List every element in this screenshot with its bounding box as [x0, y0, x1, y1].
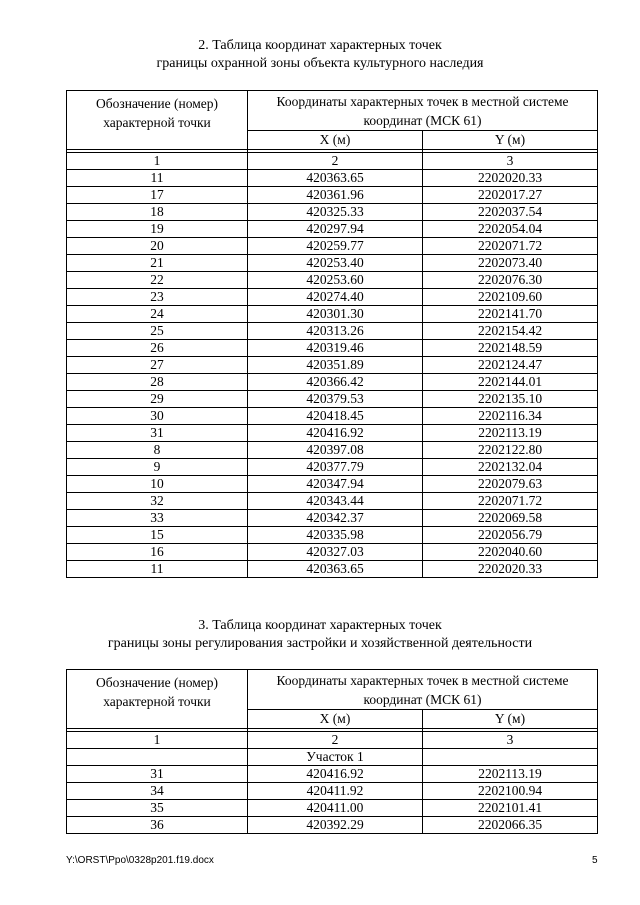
table3-index-2: 2: [248, 732, 423, 749]
table2-point-number: 26: [67, 340, 248, 357]
table2-y-value: 2202071.72: [423, 493, 598, 510]
table2-header-x: X (м): [248, 131, 423, 150]
table2-x-value: 420377.79: [248, 459, 423, 476]
table2-point-number: 24: [67, 306, 248, 323]
table2-y-value: 2202113.19: [423, 425, 598, 442]
table3-section-label: Участок 1: [248, 749, 423, 766]
table2-row: [67, 442, 598, 459]
table3-title-line1: 3. Таблица координат характерных точек: [198, 618, 442, 633]
table2-header-point: Обозначение (номер) характерной точки: [67, 91, 248, 150]
table3-section-empty: [67, 749, 248, 766]
table2-point-number: 9: [67, 459, 248, 476]
table3-coordinates: [66, 669, 598, 834]
table2-point-number: 8: [67, 442, 248, 459]
table2-point-number: 29: [67, 391, 248, 408]
table2-row: [67, 408, 598, 425]
table2-y-value: 2202020.33: [423, 170, 598, 187]
table2-coordinates: [66, 90, 598, 578]
table2-row: [67, 289, 598, 306]
table2-row: [67, 221, 598, 238]
table2-row: [67, 170, 598, 187]
table3-header-point: Обозначение (номер) характерной точки: [67, 670, 248, 729]
table2-point-number: 15: [67, 527, 248, 544]
table2-row: [67, 238, 598, 255]
table2-row: [67, 527, 598, 544]
table2-x-value: 420379.53: [248, 391, 423, 408]
table3-x-value: 420411.92: [248, 783, 423, 800]
table3-x-value: 420411.00: [248, 800, 423, 817]
table2-y-value: 2202020.33: [423, 561, 598, 578]
table2-y-value: 2202017.27: [423, 187, 598, 204]
table3-x-value: 420416.92: [248, 766, 423, 783]
table2-point-number: 33: [67, 510, 248, 527]
table2-title-line1: 2. Таблица координат характерных точек: [198, 38, 442, 53]
table2-row: [67, 493, 598, 510]
table2-y-value: 2202132.04: [423, 459, 598, 476]
table3-point-number: 34: [67, 783, 248, 800]
table3-section-row: [67, 749, 598, 766]
table2-x-value: 420351.89: [248, 357, 423, 374]
table2-x-value: 420366.42: [248, 374, 423, 391]
table2-x-value: 420327.03: [248, 544, 423, 561]
table2-y-value: 2202056.79: [423, 527, 598, 544]
table2-y-value: 2202135.10: [423, 391, 598, 408]
table2-row: [67, 272, 598, 289]
table2-point-number: 28: [67, 374, 248, 391]
table2-header-row: [67, 91, 598, 131]
table2-row: [67, 561, 598, 578]
table3-point-number: 35: [67, 800, 248, 817]
footer-file-path: Y:\ORST\Ppo\0328p201.f19.docx: [66, 855, 214, 866]
table3-x-value: 420392.29: [248, 817, 423, 834]
table2-y-value: 2202109.60: [423, 289, 598, 306]
table2-x-value: 420301.30: [248, 306, 423, 323]
table2-row: [67, 255, 598, 272]
table2-point-number: 11: [67, 561, 248, 578]
table2-point-number: 16: [67, 544, 248, 561]
table2-x-value: 420274.40: [248, 289, 423, 306]
table2-body: [67, 91, 598, 578]
table2-row: [67, 204, 598, 221]
table2-y-value: 2202069.58: [423, 510, 598, 527]
table3-section-empty: [423, 749, 598, 766]
table2-point-number: 22: [67, 272, 248, 289]
table2-y-value: 2202037.54: [423, 204, 598, 221]
table2-index-1: 1: [67, 153, 248, 170]
table3-row: [67, 766, 598, 783]
table2-point-number: 11: [67, 170, 248, 187]
table3-header-coords: Координаты характерных точек в местной системе координат (МСК 61): [248, 670, 598, 710]
table2-x-value: 420347.94: [248, 476, 423, 493]
table2-x-value: 420397.08: [248, 442, 423, 459]
table2-point-number: 18: [67, 204, 248, 221]
table2-y-value: 2202054.04: [423, 221, 598, 238]
table2-point-number: 19: [67, 221, 248, 238]
table2-index-row: [67, 153, 598, 170]
table2-x-value: 420253.60: [248, 272, 423, 289]
table2-x-value: 420259.77: [248, 238, 423, 255]
table2-y-value: 2202073.40: [423, 255, 598, 272]
table3-y-value: 2202066.35: [423, 817, 598, 834]
table2-row: [67, 357, 598, 374]
table2-row: [67, 374, 598, 391]
table2-x-value: 420335.98: [248, 527, 423, 544]
table2-y-value: 2202124.47: [423, 357, 598, 374]
table2-row: [67, 510, 598, 527]
table2-y-value: 2202116.34: [423, 408, 598, 425]
table3-row: [67, 800, 598, 817]
table2-row: [67, 425, 598, 442]
table2-y-value: 2202076.30: [423, 272, 598, 289]
table2-header-coords: Координаты характерных точек в местной системе координат (МСК 61): [248, 91, 598, 131]
table2-y-value: 2202040.60: [423, 544, 598, 561]
table2-point-number: 17: [67, 187, 248, 204]
table2-row: [67, 391, 598, 408]
table2-y-value: 2202122.80: [423, 442, 598, 459]
table2-x-value: 420342.37: [248, 510, 423, 527]
table3-y-value: 2202113.19: [423, 766, 598, 783]
table2-row: [67, 340, 598, 357]
table2-header-y: Y (м): [423, 131, 598, 150]
table2-y-value: 2202071.72: [423, 238, 598, 255]
table3-index-row: [67, 732, 598, 749]
table3-row: [67, 817, 598, 834]
table2-point-number: 32: [67, 493, 248, 510]
table3-row: [67, 783, 598, 800]
table3-title-line2: границы зоны регулирования застройки и хозяйственной деятельности: [107, 636, 533, 651]
table2-row: [67, 476, 598, 493]
table2-x-value: 420253.40: [248, 255, 423, 272]
table3-header-row: [67, 670, 598, 710]
table2-y-value: 2202154.42: [423, 323, 598, 340]
table2-row: [67, 544, 598, 561]
table2-x-value: 420297.94: [248, 221, 423, 238]
table2-x-value: 420343.44: [248, 493, 423, 510]
table3-index-3: 3: [423, 732, 598, 749]
table3-body: [67, 670, 598, 834]
table2-x-value: 420363.65: [248, 170, 423, 187]
table2-index-2: 2: [248, 153, 423, 170]
table3-header-x: X (м): [248, 710, 423, 729]
table2-point-number: 30: [67, 408, 248, 425]
table2-point-number: 20: [67, 238, 248, 255]
table2-point-number: 21: [67, 255, 248, 272]
table2-index-3: 3: [423, 153, 598, 170]
table2-point-number: 25: [67, 323, 248, 340]
table2-row: [67, 459, 598, 476]
table2-y-value: 2202148.59: [423, 340, 598, 357]
table2-y-value: 2202141.70: [423, 306, 598, 323]
table3-header-y: Y (м): [423, 710, 598, 729]
table3-point-number: 31: [67, 766, 248, 783]
table2-x-value: 420418.45: [248, 408, 423, 425]
table2-x-value: 420363.65: [248, 561, 423, 578]
table2-x-value: 420416.92: [248, 425, 423, 442]
table3-y-value: 2202101.41: [423, 800, 598, 817]
table2-title-line2: границы охранной зоны объекта культурного наследия: [156, 56, 484, 71]
table2-x-value: 420319.46: [248, 340, 423, 357]
footer-page-number: 5: [592, 855, 598, 866]
table2-y-value: 2202079.63: [423, 476, 598, 493]
table2-y-value: 2202144.01: [423, 374, 598, 391]
table2-row: [67, 187, 598, 204]
table2-x-value: 420325.33: [248, 204, 423, 221]
table2-row: [67, 306, 598, 323]
table3-y-value: 2202100.94: [423, 783, 598, 800]
table2-point-number: 31: [67, 425, 248, 442]
table2-point-number: 10: [67, 476, 248, 493]
table2-point-number: 23: [67, 289, 248, 306]
table2-x-value: 420313.26: [248, 323, 423, 340]
table3-index-1: 1: [67, 732, 248, 749]
table3-point-number: 36: [67, 817, 248, 834]
table2-x-value: 420361.96: [248, 187, 423, 204]
table2-point-number: 27: [67, 357, 248, 374]
table2-row: [67, 323, 598, 340]
